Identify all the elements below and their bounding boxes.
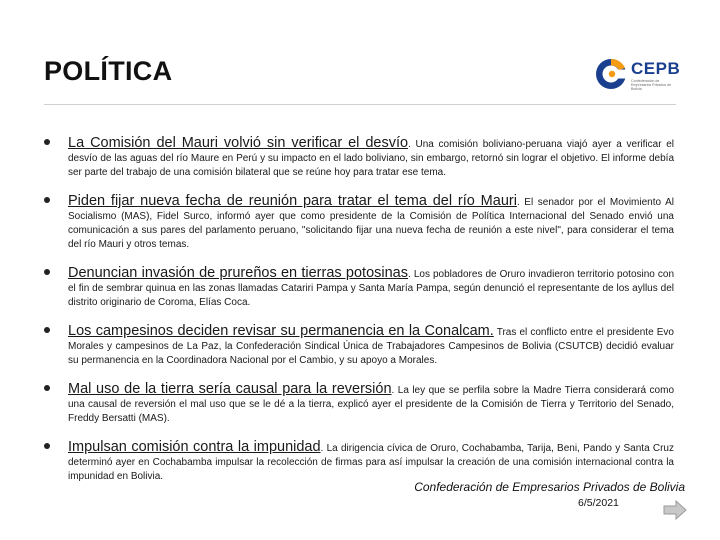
news-headline-link[interactable]: La Comisión del Mauri volvió sin verificar el desvío (68, 135, 409, 151)
news-item (40, 440, 674, 484)
bullet-icon (44, 197, 50, 203)
bullet-icon (44, 327, 50, 333)
page-title: POLÍTICA (44, 56, 173, 86)
news-item (40, 266, 674, 310)
news-body: . La dirigencia cívica de Oruro, Cochabamba, Tarija, Beni, Pando y Santa Cruz determinó ayer en Cochabamba impulsar la recolección de firmas para así impulsar la creación de una comisión internacional contra la impunidad en Bolivia. (68, 443, 674, 482)
news-body: . Una comisión boliviano-peruana viajó ayer a verificar el desvío de las aguas del río Maure en Perú y su impacto en el lado boliviano, sin embargo, retornó sin lograr el objetivo. El informe debía ser parte del trabajo de una comisión bilateral que se reúne hoy para tratar ese tema. (68, 139, 674, 178)
bullet-icon (44, 269, 50, 275)
cepb-logo-icon (594, 57, 628, 91)
news-body: . La ley que se perfila sobre la Madre Tierra considerará como una causal de reversión el mal uso que se le dé a la tierra, explicó ayer el presidente de la Comisión de Tierra y Territorio del Senado, Freddy Bersatti (MAS). (68, 385, 675, 424)
logo-name: CEPB (631, 59, 681, 78)
footer-date: 6/5/2021 (578, 497, 619, 509)
news-headline-link[interactable]: Piden fijar nueva fecha de reunión para tratar el tema del río Mauri (68, 193, 517, 209)
bullet-icon (44, 443, 50, 449)
bullet-icon (44, 139, 50, 145)
bullet-icon (44, 385, 50, 391)
news-list (40, 136, 674, 498)
news-item (40, 324, 674, 368)
footer-organization: Confederación de Empresarios Privados de Bolivia (414, 480, 685, 494)
logo-subtitle: Confederación de Empresarios Privados de Bolivia (631, 79, 672, 91)
news-body: . Los pobladores de Oruro invadieron territorio potosino con el fin de sembrar quinua en las zonas llamadas Catariri Pampa y Santa María Pampa, según denunció el representante de los ayllus del distrito originario de Coroma, Elías Coca. (68, 269, 675, 308)
cepb-logo (594, 57, 681, 91)
news-item (40, 136, 674, 180)
news-body: Tras el conflicto entre el presidente Evo Morales y campesinos de La Paz, la Confederación Sindical Única de Trabajadores Campesinos de Bolivia (CSUTCB) decidió evaluar su permanencia en la Coordinadora Nacional por el Cambio, y su apoyo a Morales. (68, 327, 674, 366)
news-body: . El senador por el Movimiento Al Socialismo (MAS), Fidel Surco, informó ayer que como presidente de la Comisión de Política Internacional del Senado envió una comunicación a sus pares del parlamento peruano, "solicitando fijar una nueva fecha de reunión a este nivel", para considerar el tema del río Mauri y otros temas. (68, 197, 674, 250)
news-headline-link[interactable]: Denuncian invasión de prureños en tierras potosinas (68, 265, 409, 281)
news-headline-link[interactable]: Impulsan comisión contra la impunidad (68, 439, 321, 455)
title-divider (44, 104, 676, 105)
news-headline-link[interactable]: Mal uso de la tierra sería causal para la reversión (68, 381, 392, 397)
news-headline-link[interactable]: Los campesinos deciden revisar su permanencia en la Conalcam. (68, 323, 494, 339)
news-item (40, 382, 674, 426)
news-item (40, 194, 674, 252)
arrow-right-icon[interactable] (662, 500, 688, 520)
